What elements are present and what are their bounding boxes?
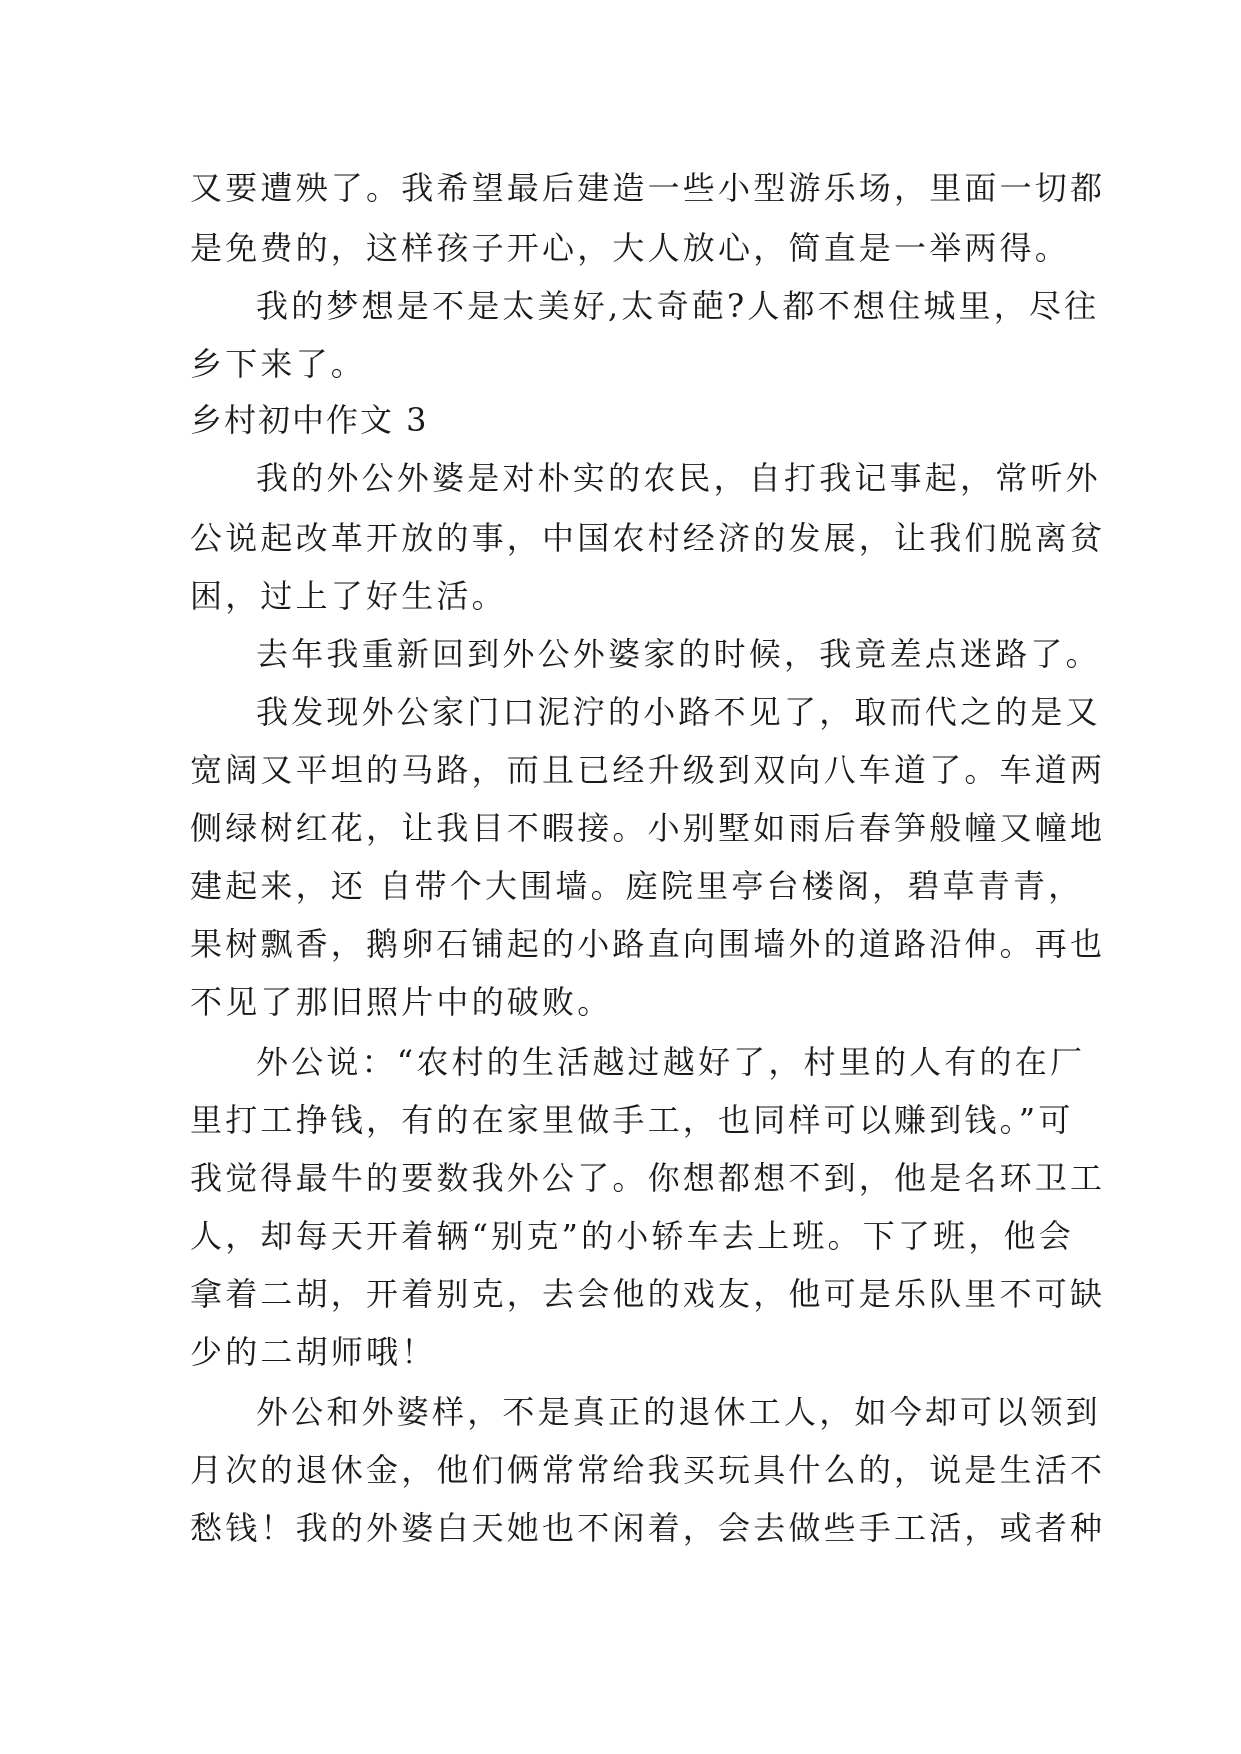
paragraph-first-line: 去年我重新回到外公外婆家的时候，我竟差点迷路了。 [256, 635, 1101, 673]
paragraph-first-line: 外公和外婆样，不是真正的退休工人，如今却可以领到 [256, 1393, 1101, 1431]
text-line: 侧绿树红花，让我目不暇接。小别墅如雨后春笋般幢又幢地 [190, 809, 1106, 847]
text-line: 少的二胡师哦！ [190, 1333, 437, 1371]
text-line: 人，却每天开着辆“别克”的小轿车去上班。下了班，他会 [190, 1217, 1074, 1255]
text-line: 是免费的，这样孩子开心，大人放心，简直是一举两得。 [190, 229, 1071, 267]
text-line: 宽阔又平坦的马路，而且已经升级到双向八车道了。车道两 [190, 751, 1106, 789]
text-line: 里打工挣钱，有的在家里做手工，也同样可以赚到钱。”可 [190, 1101, 1074, 1139]
text-line: 愁钱！我的外婆白天她也不闲着，会去做些手工活，或者种 [190, 1509, 1106, 1547]
text-line: 公说起改革开放的事，中国农村经济的发展，让我们脱离贫 [190, 519, 1106, 557]
text-line: 又要遭殃了。我希望最后建造一些小型游乐场，里面一切都 [190, 169, 1106, 207]
text-line: 拿着二胡，开着别克，去会他的戏友，他可是乐队里不可缺 [190, 1275, 1106, 1313]
text-line: 乡下来了。 [190, 345, 367, 383]
text-line: 月次的退休金，他们俩常常给我买玩具什么的，说是生活不 [190, 1451, 1106, 1489]
text-line: 不见了那旧照片中的破败。 [190, 983, 613, 1021]
text-line: 建起来，还 自带个大围墙。庭院里亭台楼阁，碧草青青， [190, 867, 1084, 905]
text-line: 果树飘香，鹅卵石铺起的小路直向围墙外的道路沿伸。再也 [190, 925, 1106, 963]
paragraph-first-line: 我发现外公家门口泥泞的小路不见了，取而代之的是又 [256, 693, 1101, 731]
paragraph-first-line: 我的外公外婆是对朴实的农民，自打我记事起，常听外 [256, 459, 1101, 497]
paragraph-first-line: 我的梦想是不是太美好,太奇葩?人都不想住城里，尽往 [256, 287, 1100, 325]
text-line: 我觉得最牛的要数我外公了。你想都想不到，他是名环卫工 [190, 1159, 1106, 1197]
text-line: 困，过上了好生活。 [190, 577, 507, 615]
paragraph-first-line: 外公说：“农村的生活越过越好了，村里的人有的在厂 [256, 1043, 1086, 1081]
section-heading: 乡村初中作文 3 [190, 401, 429, 439]
